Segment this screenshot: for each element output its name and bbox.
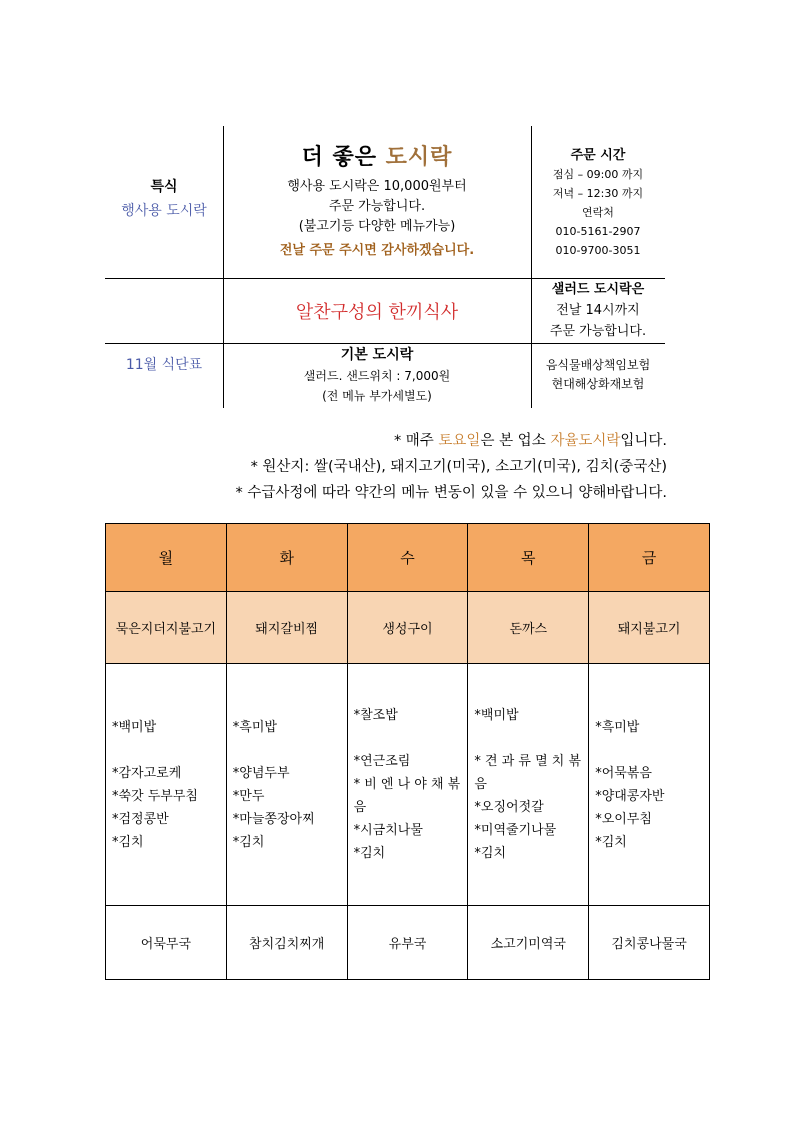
- side-item: *미역줄기나물: [474, 823, 557, 838]
- salad-line2: 전날 14시까지: [556, 303, 640, 318]
- notes: [235, 428, 667, 506]
- side-item: *김치: [595, 834, 627, 850]
- side-item: *찰조밥: [353, 708, 398, 723]
- day-header-row: [106, 524, 710, 592]
- note-part: * 매주: [393, 433, 439, 449]
- side-dishes-tue: [226, 664, 347, 906]
- soup-thu: 소고기미역국: [468, 906, 589, 980]
- side-item: *검정콩반: [112, 811, 169, 827]
- side-dishes-thu: [468, 664, 589, 906]
- side-item: [233, 739, 341, 762]
- side-item: *백미밥: [112, 719, 157, 735]
- side-item: *어묵볶음: [595, 765, 652, 781]
- side-item: *흑미밥: [232, 719, 277, 735]
- side-item: *백미밥: [474, 708, 519, 723]
- page-title: [223, 140, 531, 171]
- order-notice: 전날 주문 주시면 감사하겠습니다.: [279, 243, 475, 258]
- basic-title: 기본 도시락: [340, 347, 414, 363]
- main-dish-tue: 돼지갈비찜: [226, 592, 347, 664]
- day-tue: 화: [226, 524, 347, 592]
- basic-lunchbox: [223, 344, 531, 406]
- insurance-line1: 음식물배상책임보험: [545, 358, 651, 372]
- side-item: *김치: [474, 846, 507, 861]
- insurance-info: [531, 356, 665, 394]
- header-block: [105, 126, 665, 408]
- main-dish-row: [106, 592, 710, 664]
- side-item: *연근조림: [353, 754, 411, 769]
- side-item: *오징어젓갈: [474, 800, 544, 815]
- note-origin: * 원산지: 쌀(국내산), 돼지고기(미국), 소고기(미국), 김치(중국산): [250, 459, 667, 475]
- side-item: [595, 739, 703, 762]
- event-line1: 행사용 도시락은 10,000원부터: [287, 179, 467, 194]
- side-item: [112, 739, 220, 762]
- main-dish-thu: 돈까스: [468, 592, 589, 664]
- day-mon: 월: [106, 524, 227, 592]
- side-item: *감자고로케: [112, 765, 182, 781]
- contact-label: 연락처: [582, 206, 614, 219]
- side-item: *만두: [232, 788, 265, 804]
- basic-vat: (전 메뉴 부가세별도): [322, 389, 432, 403]
- side-item: *흑미밥: [595, 719, 640, 735]
- slogan: 알찬구성의 한끼식사: [295, 302, 459, 323]
- order-time-block: [531, 144, 665, 260]
- insurance-line2: 현대해상화재보험: [551, 377, 645, 391]
- side-item: *양대콩자반: [595, 788, 665, 804]
- salad-line3: 주문 가능합니다.: [549, 324, 647, 339]
- special-title: 특식: [150, 179, 178, 195]
- soup-fri: 김치콩나물국: [589, 906, 710, 980]
- soup-wed: 유부국: [347, 906, 468, 980]
- note-highlight-saturday: 토요일: [438, 433, 481, 449]
- title-part2: 도시락: [385, 145, 453, 170]
- day-fri: 금: [589, 524, 710, 592]
- soup-mon: 어묵무국: [106, 906, 227, 980]
- order-time-title: 주문 시간: [570, 148, 626, 163]
- lunch-deadline: 점심 – 09:00 까지: [552, 168, 644, 181]
- event-line2: 주문 가능합니다.: [328, 199, 426, 214]
- title-block: [223, 140, 531, 258]
- side-item: *김치: [232, 834, 265, 850]
- side-dishes-fri: [589, 664, 710, 906]
- dinner-deadline: 저녁 – 12:30 까지: [552, 187, 644, 200]
- note-menu-change: * 수급사정에 따라 약간의 메뉴 변동이 있을 수 있으니 양해바랍니다.: [235, 485, 667, 501]
- weekly-menu-table: [105, 523, 710, 980]
- side-item: *시금치나물: [353, 823, 423, 838]
- note-highlight-free-lunchbox: 자율도시락: [550, 433, 621, 449]
- side-item: *양념두부: [232, 765, 290, 781]
- soup-row: [106, 906, 710, 980]
- event-lunchbox-label: 행사용 도시락: [121, 203, 207, 219]
- side-item: [474, 727, 582, 750]
- side-item: [354, 727, 462, 750]
- side-item: *김치: [353, 846, 386, 861]
- side-item: *마늘쫑장아찌: [232, 811, 315, 827]
- side-item: *쑥갓 두부무침: [112, 788, 198, 804]
- note-saturday: [235, 428, 667, 454]
- basic-price: 샐러드. 샌드위치 : 7,000원: [303, 369, 451, 383]
- salad-notice: [531, 279, 665, 342]
- side-item: * 비 엔 나 야 채 볶음: [353, 777, 461, 815]
- side-item: *김치: [112, 834, 144, 850]
- soup-tue: 참치김치찌개: [226, 906, 347, 980]
- phone-2: 010-9700-3051: [555, 244, 641, 257]
- phone-1: 010-5161-2907: [555, 225, 641, 238]
- day-thu: 목: [468, 524, 589, 592]
- side-item: * 견 과 류 멸 치 볶음: [474, 754, 582, 792]
- side-dish-row: [106, 664, 710, 906]
- salad-line1: 샐러드 도시락은: [551, 282, 645, 297]
- main-dish-fri: 돼지불고기: [589, 592, 710, 664]
- side-dishes-wed: [347, 664, 468, 906]
- side-item: *오이무침: [595, 811, 652, 827]
- main-dish-wed: 생성구이: [347, 592, 468, 664]
- menu-month: 11월 식단표: [125, 357, 203, 373]
- title-part1: 더 좋은: [301, 145, 386, 170]
- day-wed: 수: [347, 524, 468, 592]
- note-part: 은 본 업소: [480, 433, 551, 449]
- event-line3: (불고기등 다양한 메뉴가능): [298, 219, 456, 234]
- main-dish-mon: 묵은지더지불고기: [106, 592, 227, 664]
- special-label: [105, 176, 223, 220]
- side-dishes-mon: [106, 664, 227, 906]
- note-part: 입니다.: [620, 433, 667, 449]
